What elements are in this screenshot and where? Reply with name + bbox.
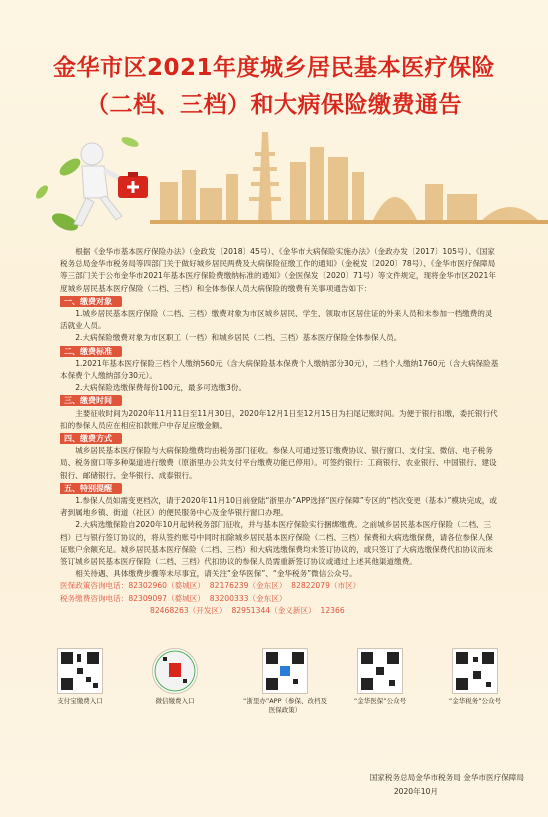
- section-line: 2.大病选缴保险自2020年10月起转税务部门征收，并与基本医疗保险实行捆绑缴费。之前城乡居民基本医疗保险（二档、三档）已与银行签订协议的，将从签约账号中同时扣除城乡居民基本医疗保险（二档、三档）保费和大病选缴保费，请各位参保人保证账户余额充足。城乡居民基本医疗保险（二档、三档）和大病选缴保费均未签订协议的，或只签订了大病选缴保费代扣协议而未签订城乡居民基本医疗保险（二档、三档）代扣协议的参保人员需重新签订协议或通过上述其他渠道缴费。: [60, 520, 493, 567]
- notice-body: [60, 246, 500, 617]
- section-heading: 一、缴费对象: [60, 296, 122, 307]
- qr-code-icon[interactable]: [152, 648, 198, 694]
- intro-paragraph: 根据《金华市基本医疗保险办法》（金政发〔2018〕45号）、《金华市大病保险实施办法》（金政办发〔2017〕105号）、《国家税务总局金华市税务局等四部门关于做好城乡居民两费及大病保险征缴工作的通知》（金税发〔2020〕78号）、《金华市医疗保障局等三部门关于公布金华市2021年基本医疗保险费缴纳标准的通知》（金医保发〔2020〕71号）等文件规定，现将金华市区2021年度城乡居民基本医疗保险（二档、三档）和全体参保人员大病保险的缴费有关事项通告如下：: [60, 247, 496, 293]
- qr-zheliban[interactable]: [240, 648, 330, 715]
- qr-label: “金华税务”公众号: [448, 697, 502, 705]
- section-heading: 五、特别提醒: [60, 483, 122, 494]
- section-line: 2.大病保险选缴保费每份100元，最多可选缴3份。: [75, 383, 247, 393]
- section-reminder: [60, 482, 500, 568]
- qr-alipay[interactable]: [40, 648, 120, 706]
- qr-wechat[interactable]: [135, 648, 215, 706]
- qr-code-icon[interactable]: [452, 648, 498, 694]
- section-line: 城乡居民基本医疗保险与大病保险缴费均由税务部门征收。参保人可通过签订缴费协议、银行窗口、支付宝、微信、电子税务局、税务窗口等多种渠道进行缴费（原浙里办公共支付平台缴费功能已停用）。可签约银行：工商银行、农业银行、中国银行、建设银行、邮储银行、金华银行、成泰银行。: [60, 446, 497, 480]
- section-line: 2.大病保险缴费对象为市区职工（一档）和城乡居民（二档、三档）基本医疗保险全体参保人员。: [75, 333, 402, 343]
- section-heading: 四、缴费方式: [60, 433, 122, 444]
- running-doctor-figure: [74, 143, 148, 226]
- notice-title-line1: 金华市区2021年度城乡居民基本医疗保险: [52, 55, 495, 81]
- hotline-number: 12366: [320, 605, 345, 615]
- qr-jinhua-tax[interactable]: [435, 648, 515, 706]
- hotline-number: 82176239（金东区）: [209, 581, 287, 591]
- tax-hotline-row: [60, 593, 500, 605]
- qr-jinhua-yibao[interactable]: [340, 648, 420, 706]
- medical-hotline-row: [60, 580, 500, 592]
- medical-hotline-label: 医保政策咨询电话：: [60, 581, 129, 591]
- section-line: 1.参保人员如需变更档次，请于2020年11月10日前登陆“浙里办”APP选择“医疗保障”专区的“档次变更（基本）”模块完成，或者到属地乡镇、街道（社区）的便民服务中心及金华银行窗口办理。: [60, 496, 497, 518]
- hero-illustration: [0, 112, 548, 232]
- hotline-number: 82951344（金义新区）: [231, 605, 316, 615]
- hotline-number: 83200333（金东区）: [209, 593, 287, 603]
- city-skyline: [160, 132, 540, 222]
- qr-code-icon[interactable]: [57, 648, 103, 694]
- section-line: 1.城乡居民基本医疗保险（二档、三档）缴费对象为市区城乡居民、学生、领取市区居住证的外来人员和未参加一档缴费的灵活就业人员。: [60, 309, 493, 331]
- issuers: 国家税务总局金华市税务局 金华市医疗保障局: [369, 773, 524, 782]
- qr-code-icon[interactable]: [357, 648, 403, 694]
- section-line: 1.2021年基本医疗保险三档个人缴纳560元（含大病保险基本保费个人缴纳部分30元），二档个人缴纳1760元（含大病保险基本保费个人缴纳部分30元）。: [60, 358, 499, 381]
- section-time: [60, 394, 500, 432]
- issue-date: 2020年10月: [393, 787, 438, 796]
- section-target: [60, 295, 500, 345]
- closing-line: 相关待遇、具体缴费步骤等未尽事宜，请关注“金华医保”、“金华税务”微信公众号。: [75, 569, 357, 579]
- hotline-number: 82309097（婺城区）: [128, 593, 205, 603]
- section-line: 主要征收时间为2020年11月11日至11月30日，2020年12月1日至12月15日为扫尾记账时间。为便于银行扣缴，委托银行代扣的参保人员应在相应扣款账户中存足应缴金额。: [60, 408, 498, 430]
- section-heading: 二、缴费标准: [60, 346, 122, 357]
- qr-code-icon[interactable]: [262, 648, 308, 694]
- hotline-number: 82302960（婺城区）: [128, 581, 205, 591]
- section-method: [60, 432, 500, 482]
- qr-label: “浙里办”APP（参保、改档及医保政策）: [242, 697, 328, 714]
- tax-hotline-row-2: [60, 605, 500, 617]
- qr-label: “金华医保”公众号: [353, 697, 407, 705]
- section-heading: 三、缴费时间: [60, 395, 122, 406]
- hotline-number: 82468263（开发区）: [150, 605, 227, 615]
- qr-code-area: [40, 648, 520, 758]
- qr-label: 支付宝缴费入口: [57, 697, 103, 705]
- hotline-number: 82822079（市区）: [291, 581, 361, 591]
- section-standard: [60, 345, 500, 395]
- tax-hotline-label: 税务缴费咨询电话：: [60, 593, 129, 603]
- qr-label: 微信缴费入口: [155, 697, 195, 705]
- notice-title-line2: （二档、三档）和大病保险缴费通告: [86, 92, 462, 118]
